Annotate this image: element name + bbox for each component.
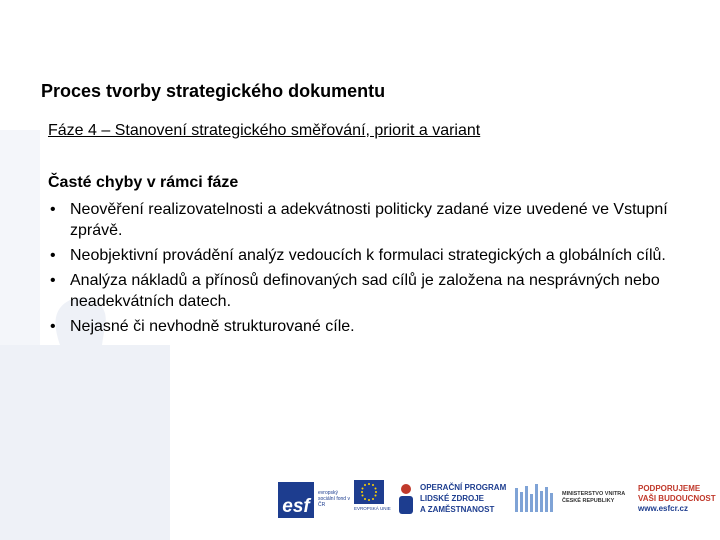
- support-url: www.esfcr.cz: [638, 504, 688, 513]
- eu-flag-icon: [354, 480, 384, 504]
- footer-logos: [278, 476, 718, 526]
- esf-logo: esf: [278, 482, 314, 518]
- op-lzz-caption: OPERAČNÍ PROGRAM LIDSKÉ ZDROJE A ZAMĚSTNANOST: [420, 483, 507, 514]
- bullet-dot: •: [50, 318, 56, 335]
- bullet-dot: •: [50, 272, 56, 289]
- support-slogan: PODPORUJEME VAŠI BUDOUCNOST www.esfcr.cz: [638, 484, 718, 514]
- bullet-dot: •: [50, 201, 56, 218]
- bullet-item: • Neobjektivní provádění analýz vedoucích k formulaci strategických a globálních cílů.: [50, 247, 666, 264]
- ministry-interior-icon: [515, 482, 557, 514]
- slide-content: [48, 173, 688, 341]
- eu-caption: EVROPSKÁ UNIE: [354, 506, 391, 511]
- bullet-item: • Analýza nákladů a přínosů definovaných sad cílů je založena na nesprávných nebo neadekvátních datech.: [50, 272, 660, 310]
- op-lzz-icon: [396, 482, 416, 518]
- section-heading: Časté chyby v rámci fáze: [48, 174, 239, 191]
- slide-subtitle: Fáze 4 – Stanovení strategického směřování, priorit a variant: [48, 122, 481, 139]
- bullet-item: • Neověření realizovatelnosti a adekvátnosti politicky zadané vize uvedené ve Vstupní zprávě.: [50, 201, 668, 239]
- bullet-dot: •: [50, 247, 56, 264]
- esf-caption: evropský sociální fond v ČR: [318, 490, 350, 508]
- ministry-caption: MINISTERSTVO VNITRA ČESKÉ REPUBLIKY: [562, 491, 626, 504]
- slide-title: Proces tvorby strategického dokumentu: [41, 81, 386, 101]
- bullet-item: • Nejasné či nevhodně strukturované cíle.: [50, 318, 355, 335]
- bullet-list: [48, 199, 688, 337]
